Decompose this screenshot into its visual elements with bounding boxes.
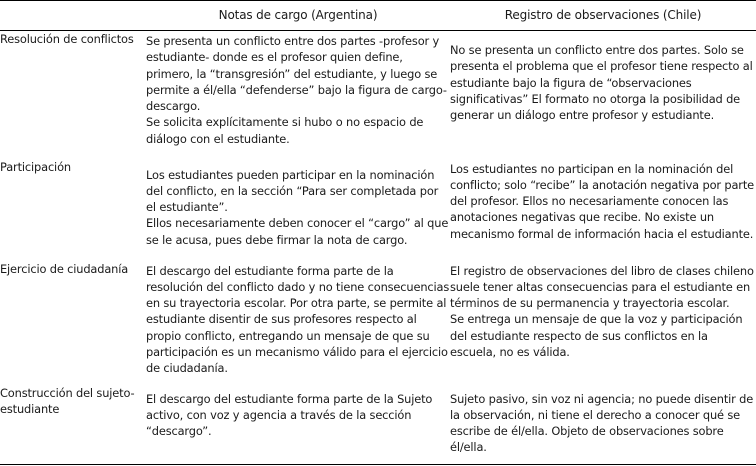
row-label: Ejercicio de ciudadanía — [0, 261, 129, 276]
argentina-cell — [146, 261, 450, 385]
chile-cell — [450, 159, 756, 261]
cell-paragraph: El descargo del estudiante forma parte de la Sujeto activo, con voz y agencia a través de la sección “descargo”. — [146, 391, 433, 439]
header-empty — [0, 1, 146, 31]
cell-paragraph: Los estudiantes pueden participar en la nominación del conflicto, en la sección “Para ser completada por el estudiante”. — [146, 167, 439, 215]
cell-paragraph: Se presenta un conflicto entre dos partes -profesor y estudiante- donde es el profesor quien define, primero, la “transgresión” del estudiante, y luego se permite a él/ella “defenderse” bajo la figura de cargo- descargo. — [146, 34, 447, 114]
table-header-row — [0, 1, 756, 31]
cell-paragraph: Ellos necesariamente deben conocer el “cargo” al que se le acusa, pues debe firmar la nota de cargo. — [146, 216, 449, 247]
argentina-cell — [146, 31, 450, 159]
cell-paragraph: No se presenta un conflicto entre dos partes. Solo se presenta el problema que el profesor tiene respecto al estudiante bajo la figura de “observaciones significativas” El formato no otorga la posibilidad de generar un diálogo entre profesor y estudiante. — [450, 43, 753, 123]
chile-cell — [450, 385, 756, 465]
argentina-cell — [146, 385, 450, 465]
cell-paragraph: El registro de observaciones del libro de clases chileno suele tener altas consecuencias para el estudiante en términos de su permanencia y trayectoria escolar. — [450, 263, 754, 311]
table-row — [0, 159, 756, 261]
table-row — [0, 261, 756, 385]
row-label: Resolución de conflictos — [0, 32, 134, 46]
cell-paragraph: Los estudiantes no participan en la nominación del conflicto; solo “recibe” la anotación negativa por parte del profesor. Ellos no necesariamente conocen las anotaciones negativas que recibe. No existe un mecanismo formal de información hacia el estudiante. — [450, 161, 755, 241]
cell-paragraph: Se solicita explícitamente si hubo o no espacio de diálogo con el estudiante. — [146, 115, 424, 146]
chile-cell — [450, 31, 756, 159]
table-row — [0, 385, 756, 465]
argentina-cell — [146, 159, 450, 261]
cell-paragraph: Se entrega un mensaje de que la voz y participación del estudiante respecto de sus conflictos en la escuela, no es válida. — [450, 312, 743, 359]
row-label: Construcción del sujeto-estudiante — [0, 385, 146, 465]
row-label: Participación — [0, 159, 71, 174]
header-chile: Registro de observaciones (Chile) — [450, 1, 756, 31]
cell-paragraph: El descargo del estudiante forma parte de la resolución del conflicto dado y no tiene consecuencias en su trayectoria escolar. Por otra parte, se permite al estudiante disentir de sus profesores respecto al propio conflicto, entregando un mensaje de que su participación es un mecanismo válido para el ejercicio de ciudadanía. — [146, 263, 450, 376]
chile-cell — [450, 261, 756, 385]
header-argentina: Notas de cargo (Argentina) — [146, 1, 450, 31]
table-row — [0, 31, 756, 159]
cell-paragraph: Sujeto pasivo, sin voz ni agencia; no puede disentir de la observación, ni tiene el derecho a conocer qué se escribe de él/ella. Objeto de observaciones sobre él/ella. — [450, 391, 754, 455]
